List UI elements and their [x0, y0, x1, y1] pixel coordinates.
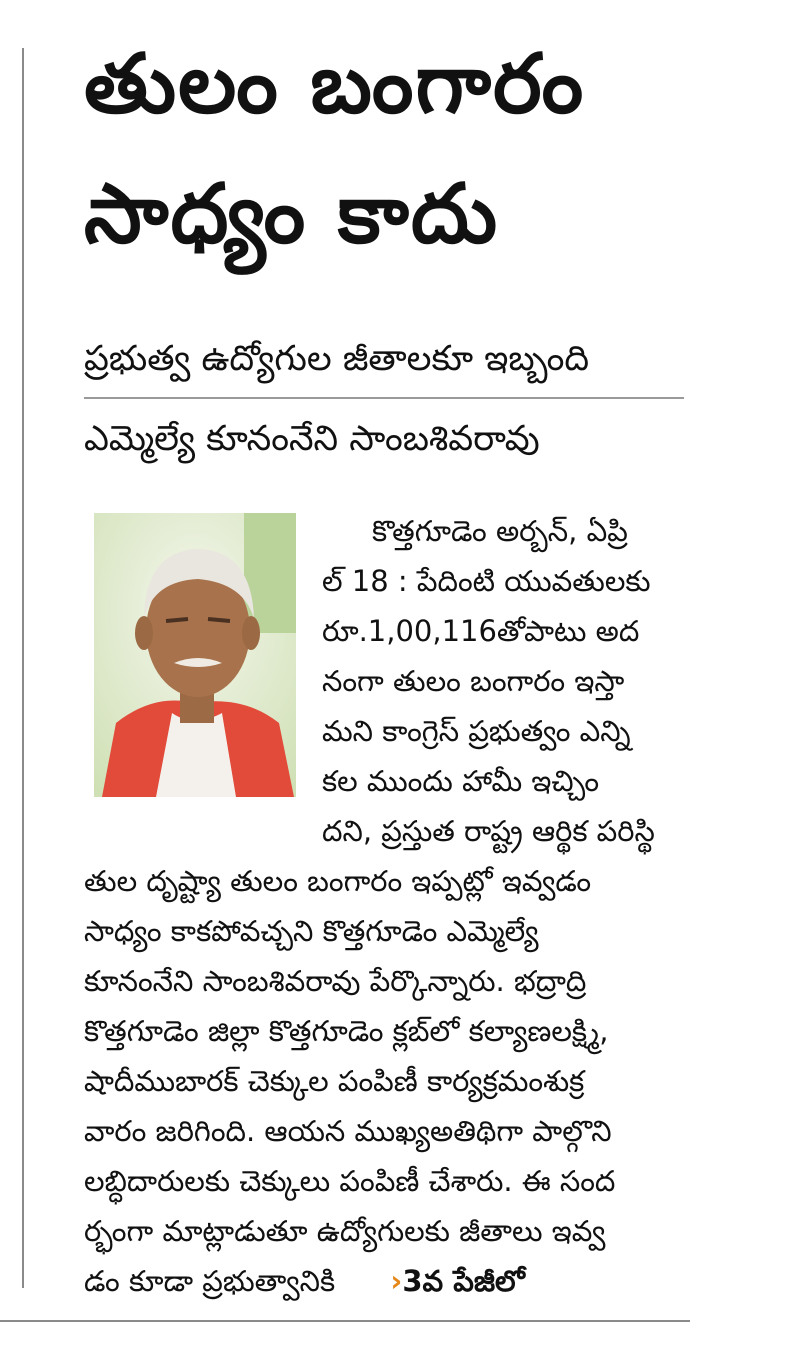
body-line: లబ్ధిదారులకు చెక్కులు పంపిణీ చేశారు. ఈ సంద [84, 1164, 616, 1198]
subheadline-2: ఎమ్మెల్యే కూనంనేని సాంబశివరావు [84, 419, 540, 459]
subheadline-divider [84, 397, 684, 399]
body-line: తుల దృష్ట్యా తులం బంగారం ఇప్పట్లో ఇవ్వడం [84, 864, 592, 898]
body-line: షాదీముబారక్ చెక్కుల పంపిణీ కార్యక్రమంశుక్ర [84, 1064, 585, 1098]
article-body-right-column [322, 506, 687, 856]
body-line: మని కాంగ్రెస్ ప్రభుత్వం ఎన్ని [322, 714, 631, 748]
article-body-full-width [84, 856, 689, 1306]
headline-line-1: తులం బంగారం [84, 37, 586, 132]
left-column-rule [22, 48, 24, 1288]
body-line: రూ.1,00,116తోపాటు అద [322, 614, 640, 648]
body-line: కల ముందు హామీ ఇచ్చిం [322, 764, 600, 798]
body-line: ల్ 18 : పేదింటి యువతులకు [322, 564, 651, 598]
subheadline-1: ప్రభుత్వ ఉద్యోగుల జీతాలకూ ఇబ్బంది [84, 339, 590, 379]
person-photo-icon [94, 513, 296, 797]
person-photo [94, 513, 296, 797]
body-last-line [84, 1256, 689, 1306]
body-line: కొత్తగూడెం అర్బన్, ఏప్రి [372, 514, 628, 548]
body-line: దని, ప్రస్తుత రాష్ట్ర ఆర్థిక పరిస్థి [322, 814, 655, 848]
body-line: ర్భంగా మాట్లాడుతూ ఉద్యోగులకు జీతాలు ఇవ్వ [84, 1214, 606, 1248]
body-line: వారం జరిగింది. ఆయన ముఖ్యఅతిథిగా పాల్గొని [84, 1114, 612, 1148]
body-line: నంగా తులం బంగారం ఇస్తా [322, 664, 625, 698]
body-line: సాధ్యం కాకపోవచ్చని కొత్తగూడెం ఎమ్మెల్యే [84, 914, 539, 948]
headline-line-2: సాధ్యం కాదు [84, 167, 500, 262]
body-line: కొత్తగూడెం జిల్లా కొత్తగూడెం క్లబ్‌లో కల్యాణలక్ష్మి, [84, 1014, 609, 1048]
body-line: కూనంనేని సాంబశివరావు పేర్కొన్నారు. భద్రాద్రి [84, 964, 587, 998]
continued-on-page-label[interactable]: 3వ పేజీలో [402, 1264, 525, 1298]
bottom-rule [0, 1320, 690, 1322]
body-line-text: డం కూడా ప్రభుత్వానికి [84, 1264, 336, 1298]
continuation-arrow-icon: › [390, 1264, 403, 1298]
